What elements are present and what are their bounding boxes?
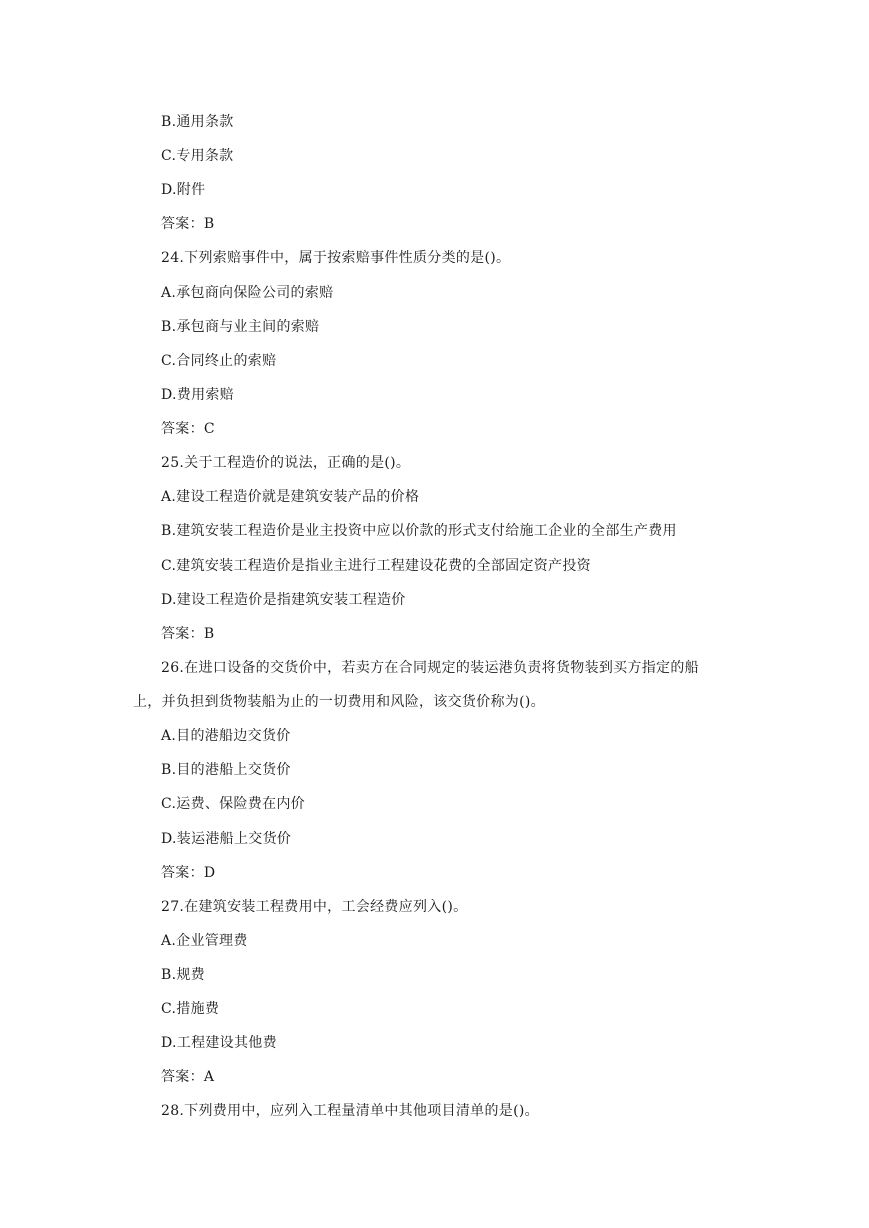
answer-q23: 答案：B: [161, 216, 215, 232]
option-d-q23: D.附件: [161, 182, 206, 198]
option-c-q27: C.措施费: [161, 1001, 220, 1017]
answer-q26: 答案：D: [161, 865, 216, 881]
question-27: 27.在建筑安装工程费用中，工会经费应列入()。: [161, 899, 468, 915]
option-b-q25: B.建筑安装工程造价是业主投资中应以价款的形式支付给施工企业的全部生产费用: [161, 523, 677, 539]
question-25: 25.关于工程造价的说法，正确的是()。: [161, 455, 411, 471]
option-b-q26: B.目的港船上交货价: [161, 762, 291, 778]
answer-q27: 答案：A: [161, 1069, 215, 1085]
option-b-q24: B.承包商与业主间的索赔: [161, 319, 320, 335]
option-a-q24: A.承包商向保险公司的索赔: [161, 285, 334, 301]
option-a-q27: A.企业管理费: [161, 933, 248, 949]
option-d-q27: D.工程建设其他费: [161, 1035, 277, 1051]
answer-q24: 答案：C: [161, 421, 215, 437]
option-c-q24: C.合同终止的索赔: [161, 353, 277, 369]
option-d-q25: D.建设工程造价是指建筑安装工程造价: [161, 592, 406, 608]
question-26: 26.在进口设备的交货价中，若卖方在合同规定的装运港负责将货物装到买方指定的船: [161, 660, 699, 676]
option-c-q23: C.专用条款: [161, 148, 234, 164]
option-d-q24: D.费用索赔: [161, 387, 234, 403]
option-a-q25: A.建设工程造价就是建筑安装产品的价格: [161, 489, 420, 505]
question-28: 28.下列费用中，应列入工程量清单中其他项目清单的是()。: [161, 1103, 539, 1119]
question-26-continued: 上，并负担到货物装船为止的一切费用和风险，该交货价称为()。: [133, 694, 545, 710]
option-c-q26: C.运费、保险费在内价: [161, 796, 305, 812]
option-c-q25: C.建筑安装工程造价是指业主进行工程建设花费的全部固定资产投资: [161, 558, 591, 574]
option-b-q23: B.通用条款: [161, 114, 234, 130]
option-a-q26: A.目的港船边交货价: [161, 728, 291, 744]
option-b-q27: B.规费: [161, 967, 205, 983]
answer-q25: 答案：B: [161, 626, 215, 642]
option-d-q26: D.装运港船上交货价: [161, 831, 292, 847]
question-24: 24.下列索赔事件中，属于按索赔事件性质分类的是()。: [161, 250, 511, 266]
